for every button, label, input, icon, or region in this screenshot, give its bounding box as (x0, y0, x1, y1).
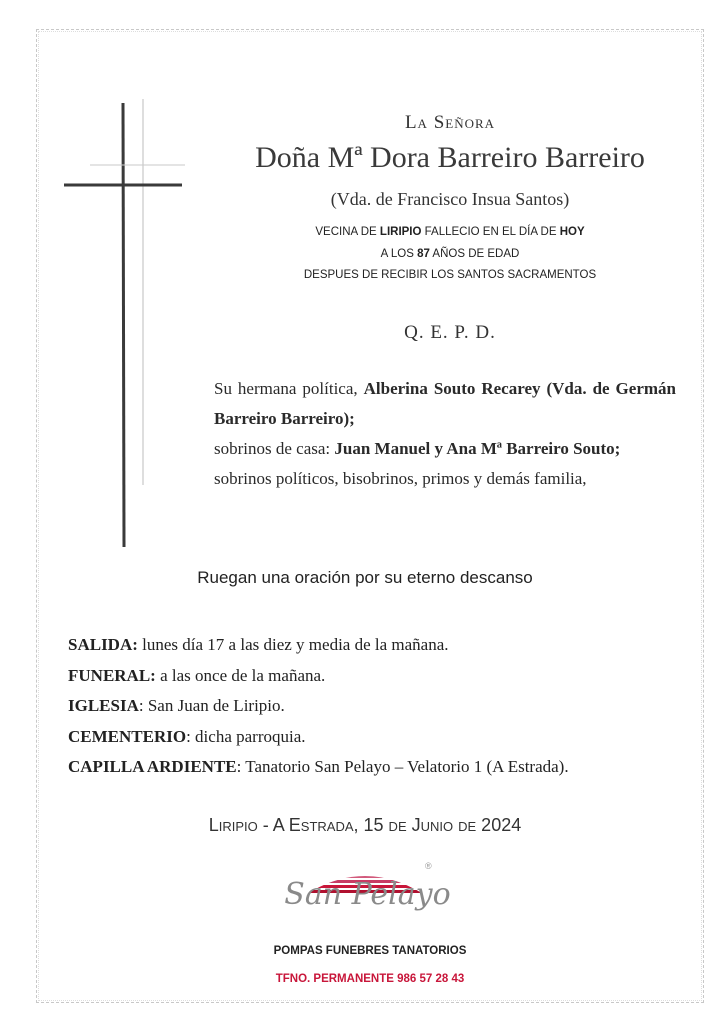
schedule-label: IGLESIA (68, 696, 139, 715)
schedule-row (68, 752, 688, 783)
deceased-name: Doña Mª Dora Barreiro Barreiro (255, 141, 645, 174)
age: 87 (417, 248, 430, 260)
schedule-label: CAPILLA ARDIENTE (68, 757, 237, 776)
info-day: HOY (559, 226, 585, 238)
qepd: Q. E. P. D. (404, 322, 496, 343)
funeral-home-name: POMPAS FUNEBRES TANATORIOS (273, 945, 467, 957)
registered-mark: ® (425, 861, 432, 871)
schedule (68, 630, 688, 783)
schedule-text: : Tanatorio San Pelayo – Velatorio 1 (A Estrada). (236, 757, 569, 776)
info-line-2 (240, 248, 660, 260)
info-text: A LOS (380, 248, 418, 260)
schedule-row (68, 661, 688, 692)
relatives-paragraph (214, 374, 676, 494)
schedule-label: SALIDA: (68, 635, 138, 654)
info-line-3: DESPUES DE RECIBIR LOS SANTOS SACRAMENTOS (303, 269, 597, 281)
funeral-home-logo (280, 855, 460, 935)
relatives-text: sobrinos de casa: (214, 439, 335, 458)
schedule-text: a las once de la mañana. (155, 665, 326, 685)
schedule-row (68, 630, 688, 661)
relatives-name: Juan Manuel y Ana Mª Barreiro Souto; (334, 439, 621, 458)
title-small: La Señora (404, 112, 496, 133)
relatives-text: Su hermana política, (214, 379, 364, 398)
schedule-text: : San Juan de Liripio. (138, 696, 285, 715)
cross-icon (60, 95, 190, 555)
widow-of: (Vda. de Francisco Insua Santos) (330, 189, 570, 209)
village-name: LIRIPIO (379, 226, 422, 238)
place-date: Liripio - A Estrada, 15 de Junio de 2024 (208, 815, 522, 835)
schedule-text: lunes día 17 a las diez y media de la mañana. (137, 635, 449, 654)
phone-number: TFNO. PERMANENTE 986 57 28 43 (275, 973, 465, 985)
schedule-text: : dicha parroquia. (186, 726, 306, 746)
info-line-1 (240, 226, 660, 238)
relatives-line-1 (214, 374, 676, 434)
info-text: AÑOS DE EDAD (429, 248, 520, 260)
schedule-row (68, 722, 688, 753)
prayer-text: Ruegan una oración por su eterno descanso (197, 568, 533, 587)
logo-text: San Pelayo (284, 877, 451, 912)
schedule-label: FUNERAL: (68, 665, 156, 685)
relatives-line-2 (214, 434, 676, 464)
relatives-name: Alberina Souto Recarey (Vda. de Germán Barreiro Barreiro); (214, 379, 676, 428)
schedule-row (68, 691, 688, 722)
relatives-line-3: sobrinos políticos, bisobrinos, primos y demás familia, (214, 469, 587, 488)
schedule-label: CEMENTERIO (68, 726, 187, 746)
info-text: FALLECIO EN EL DÍA DE (421, 226, 560, 238)
info-text: VECINA DE (315, 226, 380, 238)
